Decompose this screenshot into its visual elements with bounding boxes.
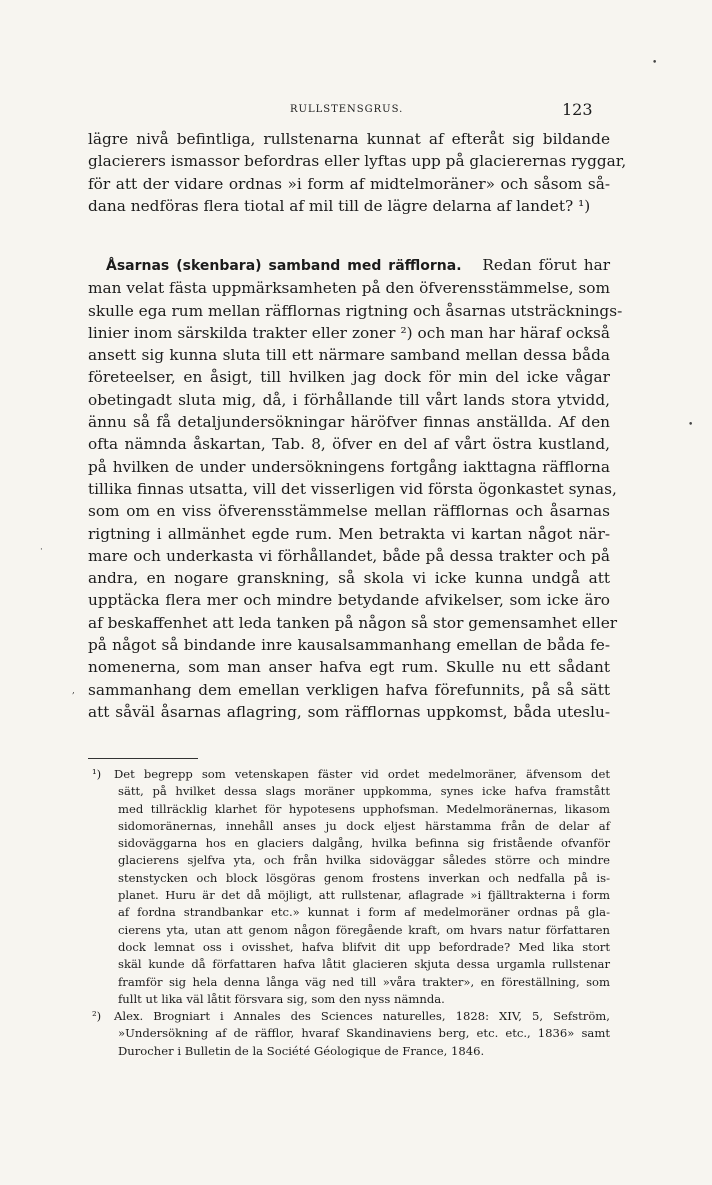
footnote-line: med tillräcklig klarhet för hypotesens upphofsman. Medelmoränernas, likasom	[118, 801, 610, 816]
scan-speck: •	[652, 58, 658, 68]
footnotes	[88, 766, 610, 1060]
paragraph-asarnas	[88, 254, 623, 723]
footnote-line: ¹) Det begrepp som vetenskapen fäster vid ordet medelmoräner, äfvensom det	[92, 767, 610, 781]
footnote-line: af fordna strandbankar etc.» kunnat i form af medelmoräner ordnas på gla-	[118, 905, 610, 920]
running-head: RULLSTENSGRUS.	[290, 104, 404, 115]
text-line: skulle ega rum mellan räfflornas rigtning och åsarnas utsträcknings-	[88, 301, 623, 320]
text-line: på hvilken de under undersökningens fortgång iakttagna räfflorna	[88, 457, 610, 476]
footnote-line: stenstycken och block lösgöras genom frostens inverkan och nedfalla på is-	[118, 870, 610, 885]
text-line: ansett sig kunna sluta till ett närmare samband mellan dessa båda	[88, 346, 610, 365]
heading-line-rest: Redan förut har	[482, 256, 611, 274]
text-line: nomenerna, som man anser hafva egt rum. Skulle nu ett sådant	[88, 658, 610, 677]
text-line: glacierers ismassor befordras eller lyftas upp på glacierernas ryggar,	[88, 152, 627, 171]
footnote-line: »Undersökning af de räfflor, hvaraf Skandinaviens berg, etc. etc., 1836» samt	[118, 1026, 610, 1041]
footnote-2	[88, 1008, 610, 1060]
footnote-line: glacierens sjelfva yta, och från hvilka sidoväggar således större och mindre	[118, 853, 610, 868]
text-line	[88, 254, 610, 277]
footnote-line: sidomoränernas, innehåll anses ju dock eljest härstamma från de delar af	[118, 818, 610, 833]
text-line: man velat fästa uppmärksamheten på den öfverensstämmelse, som	[88, 279, 610, 298]
scan-speck: ·	[40, 545, 43, 555]
footnote-line: ²) Alex. Brogniart i Annales des Sciences naturelles, 1828: XIV, 5, Sefström,	[92, 1009, 610, 1024]
text-line: på något så bindande inre kausalsammanhang emellan de båda fe-	[88, 636, 610, 655]
scan-speck: ,	[72, 686, 75, 696]
text-line: upptäcka flera mer och mindre betydande afvikelser, som icke äro	[88, 591, 610, 610]
footnote-line: fullt ut lika väl låtit försvara sig, som den nyss nämnda.	[118, 991, 445, 1006]
footnote-line: cierens yta, utan att genom någon föregående kraft, om hvars natur författaren	[118, 922, 610, 937]
footnote-line: dock lemnat oss i ovisshet, hafva blifvit dit upp befordrade? Med lika stort	[118, 939, 610, 954]
text-line: sammanhang dem emellan verkligen hafva förefunnits, på så sätt	[88, 680, 610, 699]
scan-speck: •	[688, 420, 694, 430]
footnote-line: sidoväggarna hos en glaciers dalgång, hvilka befinna sig fristående ofvanför	[118, 836, 610, 851]
text-line: tillika finnas utsatta, vill det visserligen vid första ögonkastet synas,	[88, 479, 617, 498]
paragraph-continuation	[88, 128, 627, 217]
text-line: som om en viss öfverensstämmelse mellan räfflornas och åsarnas	[88, 502, 610, 521]
text-line: andra, en nogare granskning, så skola vi icke kunna undgå att	[88, 569, 610, 588]
page-number: 123	[562, 100, 593, 119]
text-line: ännu så få detaljundersökningar häröfver finnas anställda. Af den	[88, 413, 610, 432]
text-line: för att der vidare ordnas »i form af midtelmoräner» och såsom så-	[88, 174, 610, 193]
text-line: linier inom särskilda trakter eller zoner ²) och man har häraf också	[88, 323, 610, 342]
footnote-line: skäl kunde då författaren hafva låtit glacieren skjuta dessa urgamla rullstenar	[118, 957, 610, 972]
text-line: mare och underkasta vi förhållandet, både på dessa trakter och på	[88, 546, 610, 565]
text-line: ofta nämnda åskartan, Tab. 8, öfver en del af vårt östra kustland,	[88, 435, 610, 454]
text-line: rigtning i allmänhet egde rum. Men betrakta vi kartan något när-	[88, 524, 610, 543]
text-line: företeelser, en åsigt, till hvilken jag dock för min del icke vågar	[88, 368, 610, 387]
text-line: af beskaffenhet att leda tanken på någon så stor gemensamhet eller	[88, 613, 618, 632]
footnote-line: planet. Huru är det då möjligt, att rullstenar, aflagrade »i fjälltrakterna i form	[118, 888, 610, 903]
section-heading: Åsarnas (skenbara) samband med räfflorna.	[106, 258, 462, 274]
text-line: dana nedföras flera tiotal af mil till de lägre delarna af landet? ¹)	[88, 196, 591, 215]
text-line: obetingadt sluta mig, då, i förhållande till vårt lands stora ytvidd,	[88, 390, 610, 409]
footnote-line: sätt, på hvilket dessa slags moräner uppkomma, synes icke hafva framstått	[118, 784, 610, 799]
text-line: att såväl åsarnas aflagring, som räfflornas uppkomst, båda uteslu-	[88, 702, 610, 721]
footnote-line: Durocher i Bulletin de la Société Géologique de France, 1846.	[118, 1043, 485, 1058]
footnote-1	[88, 766, 610, 1008]
footnote-line: framför sig hela denna långa väg ned till »våra trakter», en föreställning, som	[118, 974, 610, 989]
footnote-divider	[88, 758, 198, 759]
text-line: lägre nivå befintliga, rullstenarna kunnat af efteråt sig bildande	[88, 130, 610, 148]
